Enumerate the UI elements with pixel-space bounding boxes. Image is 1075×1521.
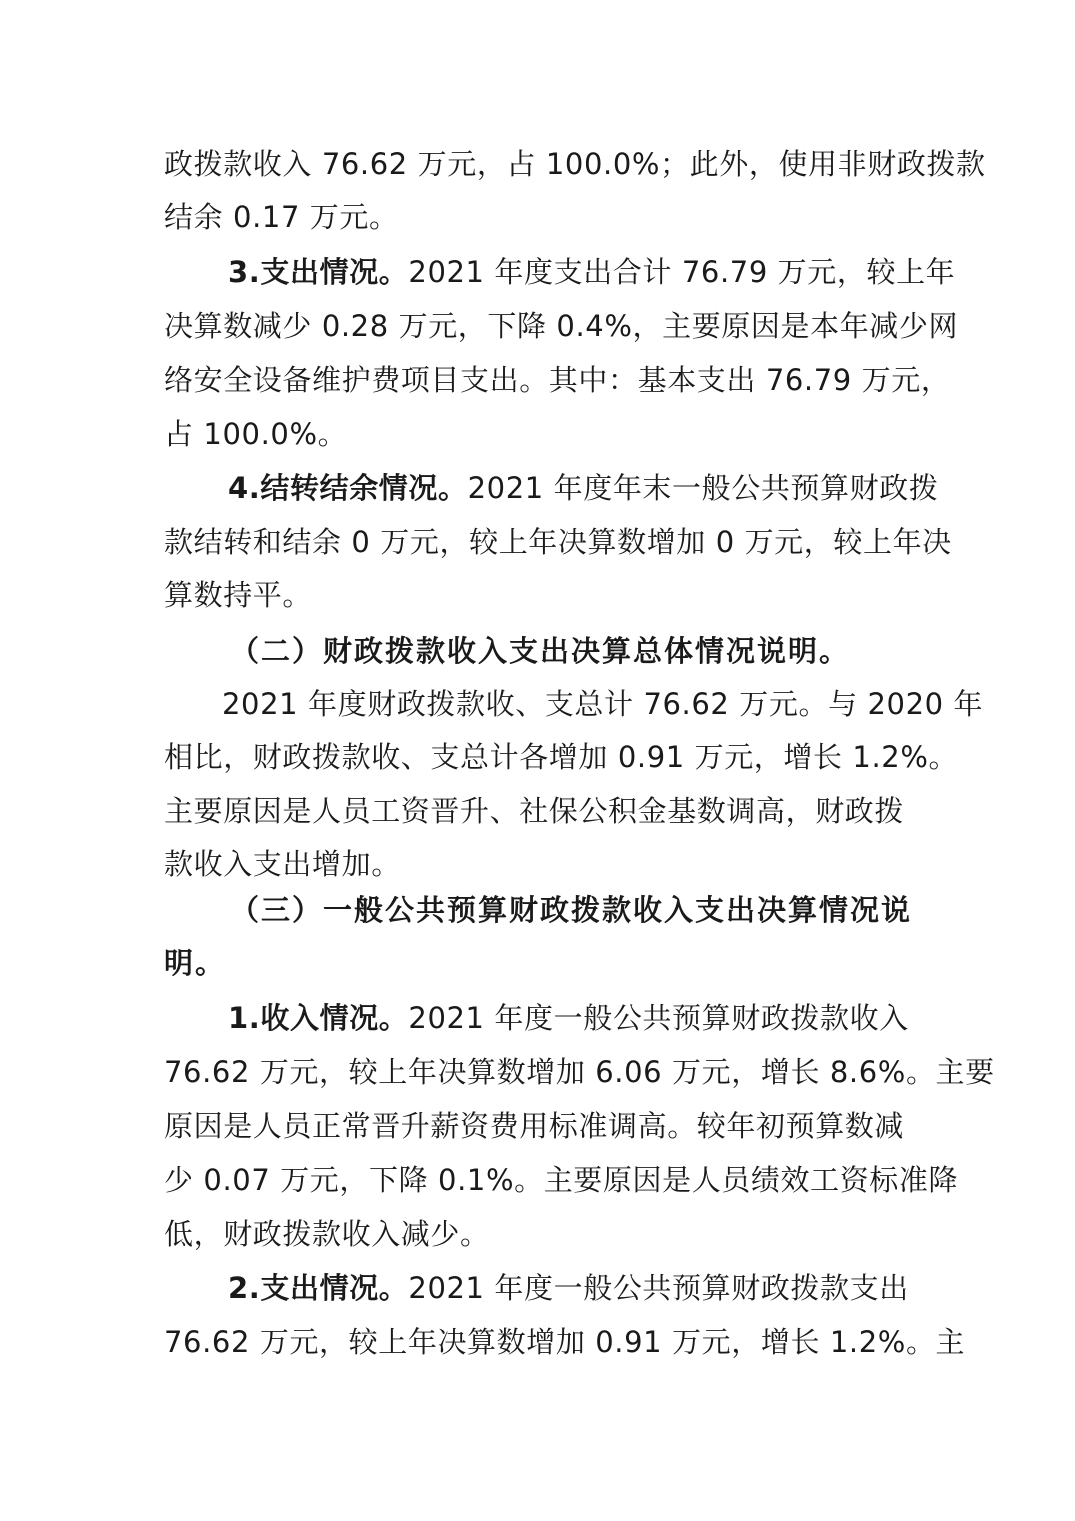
paragraph-first-line xyxy=(228,250,988,294)
paragraph-first-line xyxy=(228,1266,988,1310)
paragraph-lead: 4.结转结余情况。 xyxy=(228,471,468,505)
paragraph-lead: 2.支出情况。 xyxy=(228,1271,409,1305)
text-line: 占 100.0%。 xyxy=(164,417,348,451)
text-line: 2021 年度财政拨款收、支总计 76.62 万元。与 2020 年 xyxy=(222,687,984,721)
text-line: 决算数减少 0.28 万元，下降 0.4%，主要原因是本年减少网 xyxy=(164,309,959,343)
text-line: 络安全设备维护费项目支出。其中：基本支出 76.79 万元， xyxy=(164,363,951,397)
text-line: 相比，财政拨款收、支总计各增加 0.91 万元，增长 1.2%。 xyxy=(164,740,959,774)
paragraph-first-line xyxy=(228,996,988,1040)
text-line: 款结转和结余 0 万元，较上年决算数增加 0 万元，较上年决 xyxy=(164,525,952,559)
text-line: 76.62 万元，较上年决算数增加 0.91 万元，增长 1.2%。主 xyxy=(164,1325,966,1359)
text-line: 政拨款收入 76.62 万元，占 100.0%；此外，使用非财政拨款 xyxy=(164,147,986,181)
text-line: 低，财政拨款收入减少。 xyxy=(164,1217,490,1251)
text-line: 少 0.07 万元，下降 0.1%。主要原因是人员绩效工资标准降 xyxy=(164,1163,959,1197)
text-line: 算数持平。 xyxy=(164,578,313,612)
paragraph-first-line xyxy=(228,466,988,510)
paragraph-lead: 3.支出情况。 xyxy=(228,255,409,289)
text-line: 主要原因是人员工资晋升、社保公积金基数调高，财政拨 xyxy=(164,794,905,828)
section-heading-continued: 明。 xyxy=(164,946,227,980)
section-heading: （二）财政拨款收入支出决算总体情况说明。 xyxy=(230,634,851,668)
paragraph-text: 2021 年度一般公共预算财政拨款收入 xyxy=(408,1001,909,1035)
paragraph-text: 2021 年度一般公共预算财政拨款支出 xyxy=(408,1271,909,1305)
paragraph-text: 2021 年度支出合计 76.79 万元，较上年 xyxy=(408,255,956,289)
text-line: 款收入支出增加。 xyxy=(164,847,401,881)
section-heading: （三）一般公共预算财政拨款收入支出决算情况说 xyxy=(230,893,913,927)
text-line: 结余 0.17 万元。 xyxy=(164,200,399,234)
paragraph-lead: 1.收入情况。 xyxy=(228,1001,409,1035)
text-line: 原因是人员正常晋升薪资费用标准调高。较年初预算数减 xyxy=(164,1109,905,1143)
text-line: 76.62 万元，较上年决算数增加 6.06 万元，增长 8.6%。主要 xyxy=(164,1055,995,1089)
paragraph-text: 2021 年度年末一般公共预算财政拨 xyxy=(467,471,939,505)
